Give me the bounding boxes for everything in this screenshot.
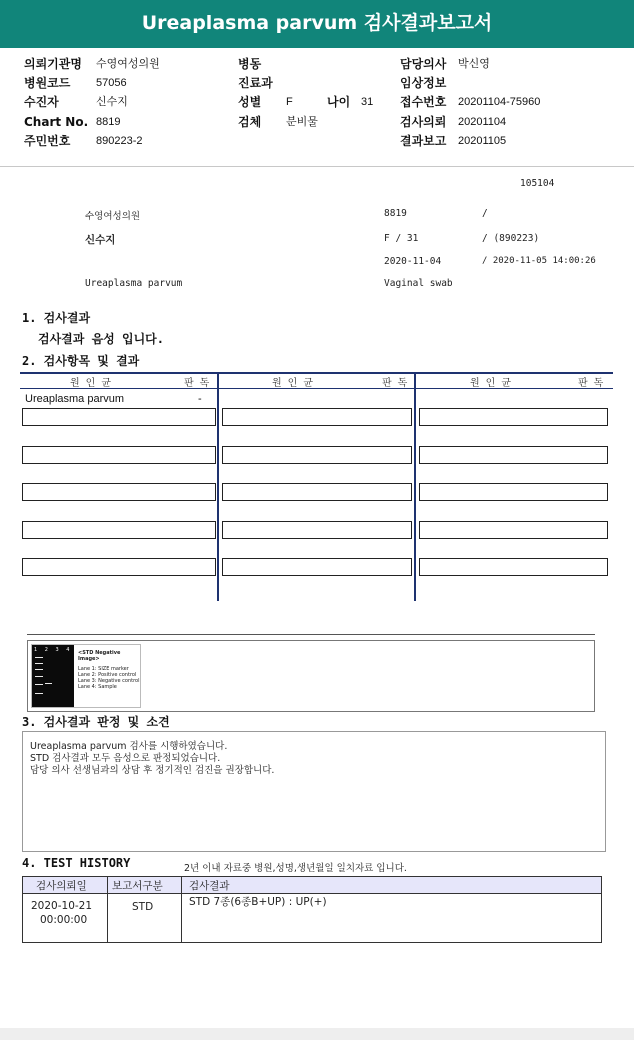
col-header-judge: 판독 [578, 378, 610, 389]
summary-received: 2020-11-04 [384, 256, 442, 267]
request-label: 검사의뢰 [400, 115, 447, 129]
header-divider [0, 166, 634, 167]
summary-hospital: 수영여성의원 [85, 211, 141, 222]
clinical-label: 임상정보 [400, 76, 447, 90]
section-1-heading: 1. 검사결과 [22, 311, 91, 325]
section-4-heading: 4. TEST HISTORY [22, 856, 131, 870]
gel-band [45, 683, 52, 684]
gel-band [35, 657, 43, 658]
request-value: 20201104 [458, 116, 507, 128]
ward-label: 병동 [238, 57, 262, 71]
patient-label: 수진자 [24, 95, 59, 109]
table-col-divider [414, 372, 416, 601]
image-rule [27, 634, 595, 635]
receipt-label: 접수번호 [400, 95, 447, 109]
doctor-label: 담당의사 [400, 57, 447, 71]
empty-result-cell [22, 521, 216, 539]
empty-result-cell [419, 483, 608, 501]
history-time: 00:00:00 [40, 914, 88, 926]
age-value: 31 [361, 96, 374, 108]
history-th-date: 검사의뢰일 [36, 880, 87, 892]
col-header-judge: 판독 [184, 378, 216, 389]
col-header-judge: 판독 [382, 378, 414, 389]
doctor-value: 박신영 [458, 58, 490, 70]
sex-label: 성별 [238, 95, 262, 109]
report-label: 결과보고 [400, 134, 447, 148]
gel-lane-numbers: 1 2 3 4 [34, 647, 73, 653]
id-value: 890223-2 [96, 135, 143, 147]
receipt-value: 20201104-75960 [458, 96, 541, 108]
age-label: 나이 [327, 95, 351, 109]
gel-legend-line: Lane 3: Negative control [78, 678, 140, 684]
table-col-divider [217, 372, 219, 601]
gel-legend-line: Lane 1: SIZE marker [78, 666, 129, 672]
empty-result-cell [222, 558, 412, 576]
empty-result-cell [22, 408, 216, 426]
summary-chart: 8819 [384, 208, 407, 219]
dept-label: 진료과 [238, 76, 273, 90]
history-type: STD [132, 901, 154, 913]
opinion-line: STD 검사결과 모두 음성으로 판정되었습니다. [30, 753, 221, 764]
gel-band [35, 676, 43, 677]
summary-patient: 신수지 [85, 234, 116, 246]
history-th-result: 검사결과 [189, 880, 230, 892]
section-2-heading: 2. 검사항목 및 결과 [22, 354, 140, 368]
hospcode-value: 57056 [96, 77, 127, 89]
result-judgement: - [198, 393, 202, 405]
sex-value: F [286, 96, 293, 108]
history-result: STD 7종(6종B+UP) : UP(+) [189, 896, 327, 908]
summary-specimen: Vaginal swab [384, 278, 453, 289]
empty-result-cell [222, 483, 412, 501]
gel-band [35, 669, 43, 670]
history-note: 2년 이내 자료중 병원,성명,생년월일 일치자료 입니다. [184, 863, 407, 874]
footer-band [0, 1028, 634, 1040]
empty-result-cell [419, 521, 608, 539]
gel-band [35, 663, 43, 664]
gel-electrophoresis-image [31, 644, 141, 708]
gel-title: <STD Negative Image> [78, 650, 121, 662]
summary-test: Ureaplasma parvum [85, 278, 183, 289]
gel-lanes-area [32, 645, 74, 707]
id-label: 주민번호 [24, 134, 71, 148]
opinion-line: Ureaplasma parvum 검사를 시행하였습니다. [30, 741, 228, 752]
col-header-organism: 원인균 [470, 378, 517, 389]
gel-legend-line: Lane 4: Sample [78, 684, 117, 690]
history-col-divider [181, 877, 182, 942]
history-col-divider [107, 877, 108, 942]
result-statement: 검사결과 음성 입니다. [38, 332, 165, 346]
summary-slash: / [482, 208, 488, 219]
empty-result-cell [419, 408, 608, 426]
col-header-organism: 원인균 [272, 378, 319, 389]
empty-result-cell [222, 408, 412, 426]
history-table [22, 876, 602, 943]
specimen-value: 분비물 [286, 116, 318, 128]
gel-legend-line: Lane 2: Positive control [78, 672, 137, 678]
empty-result-cell [222, 446, 412, 464]
report-value: 20201105 [458, 135, 507, 147]
hospcode-label: 병원코드 [24, 76, 71, 90]
report-code: 105104 [520, 178, 555, 189]
history-th-type: 보고서구분 [112, 880, 163, 892]
col-header-organism: 원인균 [70, 378, 117, 389]
report-title: Ureaplasma parvum 검사결과보고서 [141, 12, 493, 34]
gel-legend [78, 650, 140, 690]
empty-result-cell [22, 446, 216, 464]
history-header-row [23, 877, 601, 894]
specimen-label: 검체 [238, 115, 262, 129]
hospital-label: 의뢰기관명 [24, 57, 82, 71]
hospital-value: 수영여성의원 [96, 58, 160, 70]
empty-result-cell [419, 446, 608, 464]
chart-value: 8819 [96, 116, 121, 128]
gel-band [35, 693, 43, 694]
opinion-line: 담당 의사 선생님과의 상담 후 정기적인 검진을 권장합니다. [30, 765, 275, 776]
empty-result-cell [222, 521, 412, 539]
empty-result-cell [22, 558, 216, 576]
chart-label: Chart No. [24, 115, 89, 129]
summary-sex-age: F / 31 [384, 233, 419, 244]
summary-reported: / 2020-11-05 14:00:26 [482, 256, 596, 266]
patient-value: 신수지 [96, 96, 128, 108]
empty-result-cell [22, 483, 216, 501]
result-organism: Ureaplasma parvum [25, 393, 125, 405]
summary-birth: / (890223) [482, 233, 540, 244]
section-3-heading: 3. 검사결과 판정 및 소견 [22, 715, 170, 729]
gel-band [35, 684, 43, 685]
history-date: 2020-10-21 [31, 900, 93, 912]
empty-result-cell [419, 558, 608, 576]
